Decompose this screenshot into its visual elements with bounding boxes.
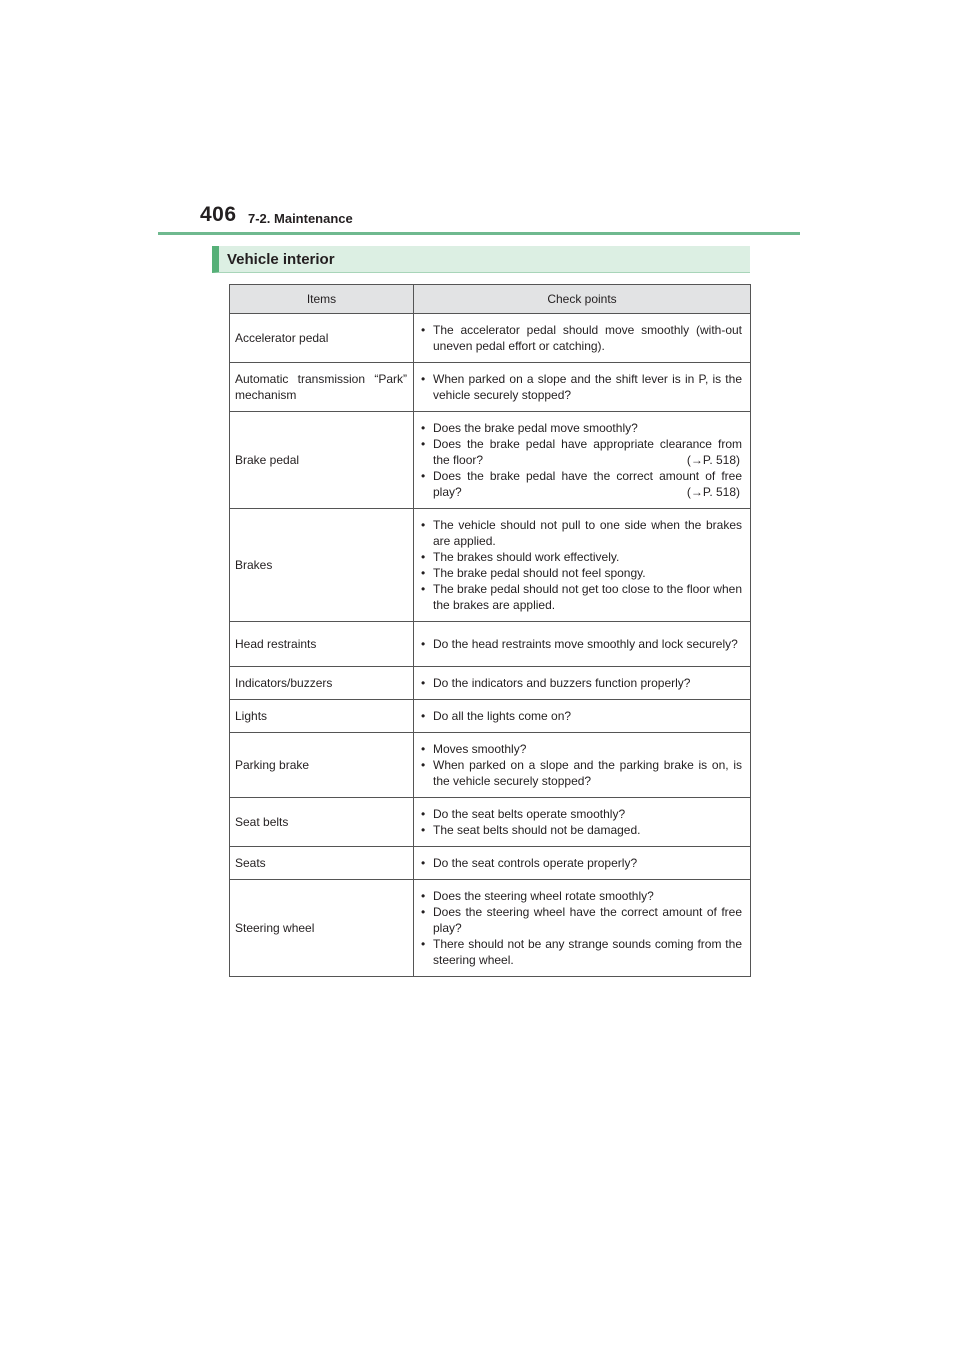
- check-point-text: Does the steering wheel have the correct amount of free play?: [433, 905, 742, 935]
- table-header-row: [230, 285, 751, 314]
- check-points-cell: [414, 667, 751, 700]
- check-point: [419, 888, 742, 904]
- check-points-list: [419, 806, 742, 838]
- check-point: [419, 936, 742, 968]
- check-points-cell: [414, 412, 751, 509]
- check-point: [419, 757, 742, 789]
- check-points-list: [419, 636, 742, 652]
- page-number: 406: [200, 203, 237, 226]
- inspection-table: [229, 284, 751, 977]
- check-point-text: When parked on a slope and the shift lever is in P, is the vehicle securely stopped?: [433, 372, 742, 402]
- check-points-cell: [414, 363, 751, 412]
- column-header-items: Items: [230, 285, 414, 314]
- check-point-text: Does the steering wheel rotate smoothly?: [433, 889, 654, 903]
- check-point-text: Do the seat belts operate smoothly?: [433, 807, 626, 821]
- check-point-text: The brake pedal should not get too close to the floor when the brakes are applied.: [433, 582, 742, 612]
- check-point: [419, 436, 742, 468]
- check-point-text: Does the brake pedal have the correct amount of free play?: [433, 469, 742, 499]
- check-point-text: Do the seat controls operate properly?: [433, 856, 638, 870]
- section-heading: Vehicle interior: [212, 246, 750, 273]
- item-name: Seat belts: [230, 798, 414, 847]
- check-point: [419, 741, 742, 757]
- check-point-text: Moves smoothly?: [433, 742, 527, 756]
- check-points-cell: [414, 622, 751, 667]
- check-point: [419, 708, 742, 724]
- check-points-list: [419, 675, 742, 691]
- item-name: Steering wheel: [230, 880, 414, 977]
- check-point: [419, 468, 742, 500]
- table-row: [230, 363, 751, 412]
- item-name: Accelerator pedal: [230, 314, 414, 363]
- check-points-cell: [414, 847, 751, 880]
- check-point: [419, 517, 742, 549]
- page-reference[interactable]: (→P. 518): [686, 453, 740, 467]
- table-row: [230, 880, 751, 977]
- check-point: [419, 371, 742, 403]
- check-points-list: [419, 517, 742, 613]
- check-points-cell: [414, 733, 751, 798]
- check-point: [419, 636, 742, 652]
- item-name: Seats: [230, 847, 414, 880]
- table-row: [230, 733, 751, 798]
- check-point-text: The brakes should work effectively.: [433, 550, 620, 564]
- table-row: [230, 509, 751, 622]
- check-points-list: [419, 420, 742, 500]
- check-point-text: The brake pedal should not feel spongy.: [433, 566, 646, 580]
- check-point-text: The accelerator pedal should move smoothly (with-out uneven pedal effort or catching).: [433, 323, 742, 353]
- check-point: [419, 322, 742, 354]
- check-point: [419, 565, 742, 581]
- column-header-check-points: Check points: [414, 285, 751, 314]
- page-reference[interactable]: (→P. 518): [686, 485, 740, 499]
- check-point: [419, 581, 742, 613]
- check-point-text: Does the brake pedal move smoothly?: [433, 421, 638, 435]
- check-point: [419, 549, 742, 565]
- check-points-list: [419, 708, 742, 724]
- check-point-text: The seat belts should not be damaged.: [433, 823, 641, 837]
- check-point-text: Does the brake pedal have appropriate clearance from the floor?: [433, 437, 742, 467]
- check-point-text: Do all the lights come on?: [433, 709, 572, 723]
- table-row: [230, 314, 751, 363]
- table-row: [230, 798, 751, 847]
- item-name: Parking brake: [230, 733, 414, 798]
- check-point-text: There should not be any strange sounds coming from the steering wheel.: [433, 937, 742, 967]
- check-points-cell: [414, 798, 751, 847]
- check-points-cell: [414, 700, 751, 733]
- item-name: Head restraints: [230, 622, 414, 667]
- table-row: [230, 847, 751, 880]
- item-name: Brake pedal: [230, 412, 414, 509]
- check-points-list: [419, 371, 742, 403]
- table-row: [230, 412, 751, 509]
- item-name: Brakes: [230, 509, 414, 622]
- check-points-list: [419, 741, 742, 789]
- check-points-list: [419, 888, 742, 968]
- check-point: [419, 855, 742, 871]
- header-divider: [158, 232, 800, 235]
- chapter-section-title: 7-2. Maintenance: [248, 211, 353, 226]
- table-row: [230, 667, 751, 700]
- table-row: [230, 700, 751, 733]
- check-points-cell: [414, 880, 751, 977]
- check-point: [419, 675, 742, 691]
- check-point: [419, 904, 742, 936]
- check-point: [419, 420, 742, 436]
- check-points-cell: [414, 314, 751, 363]
- check-point: [419, 806, 742, 822]
- check-points-list: [419, 855, 742, 871]
- check-points-list: [419, 322, 742, 354]
- table-row: [230, 622, 751, 667]
- check-point-text: When parked on a slope and the parking brake is on, is the vehicle securely stopped?: [433, 758, 742, 788]
- check-point-text: Do the indicators and buzzers function properly?: [433, 676, 691, 690]
- item-name: Lights: [230, 700, 414, 733]
- check-point-text: Do the head restraints move smoothly and lock securely?: [433, 637, 738, 651]
- check-points-cell: [414, 509, 751, 622]
- check-point-text: The vehicle should not pull to one side when the brakes are applied.: [433, 518, 742, 548]
- item-name: Automatic transmission “Park” mechanism: [230, 363, 414, 412]
- item-name: Indicators/buzzers: [230, 667, 414, 700]
- check-point: [419, 822, 742, 838]
